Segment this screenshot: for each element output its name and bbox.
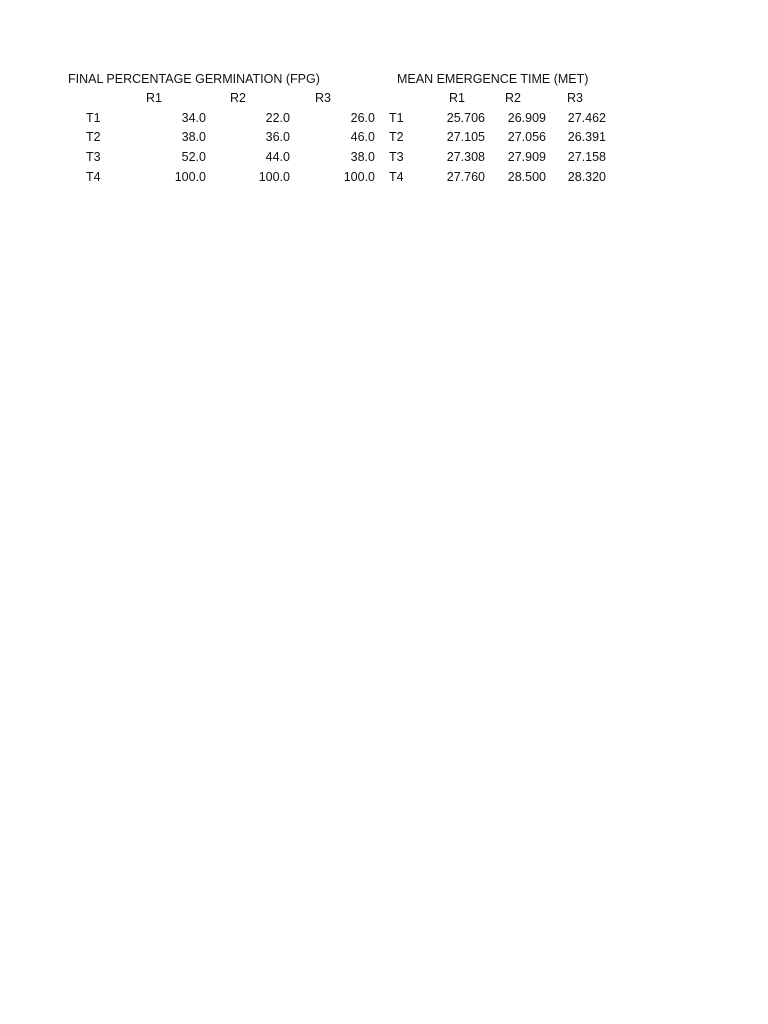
fpg-table-row (68, 168, 375, 188)
met-header-row (380, 89, 606, 109)
fpg-table-row (68, 109, 375, 129)
fpg-block (68, 70, 375, 188)
fpg-cell: 46.0 (350, 130, 375, 145)
fpg-corner-cell (68, 89, 123, 109)
met-column-header: R3 (567, 91, 583, 105)
fpg-table-row (68, 128, 375, 148)
fpg-cell: 100.0 (174, 169, 206, 184)
met-row-label: T3 (389, 150, 404, 165)
met-cell: 27.056 (507, 130, 546, 145)
met-cell: 26.909 (507, 110, 546, 125)
fpg-title: FINAL PERCENTAGE GERMINATION (FPG) (68, 72, 320, 86)
fpg-header-row (68, 89, 375, 109)
fpg-row-label: T4 (86, 169, 101, 184)
fpg-cell: 36.0 (265, 130, 290, 145)
fpg-cell: 22.0 (265, 110, 290, 125)
met-row-label: T1 (389, 110, 404, 125)
met-column-header: R1 (449, 91, 465, 105)
fpg-column-header: R3 (315, 91, 331, 105)
met-row-label: T2 (389, 130, 404, 145)
fpg-column-header: R2 (230, 91, 246, 105)
fpg-row-label: T2 (86, 130, 101, 145)
fpg-table-row (68, 148, 375, 168)
met-block (380, 70, 606, 188)
met-cell: 27.308 (446, 150, 485, 165)
fpg-cell: 34.0 (181, 110, 206, 125)
fpg-cell: 100.0 (258, 169, 290, 184)
met-cell: 27.909 (507, 150, 546, 165)
met-corner-cell (380, 89, 430, 109)
fpg-cell: 38.0 (181, 130, 206, 145)
fpg-cell: 38.0 (350, 150, 375, 165)
met-table-row (380, 168, 606, 188)
met-row-label: T4 (389, 169, 404, 184)
met-cell: 25.706 (446, 110, 485, 125)
met-cell: 28.320 (567, 169, 606, 184)
fpg-cell: 52.0 (181, 150, 206, 165)
met-cell: 28.500 (507, 169, 546, 184)
met-column-header: R2 (505, 91, 521, 105)
met-cell: 27.158 (567, 150, 606, 165)
met-table-row (380, 128, 606, 148)
met-table (380, 89, 606, 188)
fpg-row-label: T1 (86, 110, 101, 125)
fpg-table (68, 89, 375, 188)
fpg-row-label: T3 (86, 150, 101, 165)
met-cell: 27.105 (446, 130, 485, 145)
met-cell: 27.462 (567, 110, 606, 125)
fpg-cell: 26.0 (350, 110, 375, 125)
fpg-cell: 44.0 (265, 150, 290, 165)
fpg-column-header: R1 (146, 91, 162, 105)
fpg-cell: 100.0 (343, 169, 375, 184)
met-table-row (380, 109, 606, 129)
met-title: MEAN EMERGENCE TIME (MET) (397, 72, 589, 86)
met-cell: 26.391 (567, 130, 606, 145)
met-table-row (380, 148, 606, 168)
met-cell: 27.760 (446, 169, 485, 184)
